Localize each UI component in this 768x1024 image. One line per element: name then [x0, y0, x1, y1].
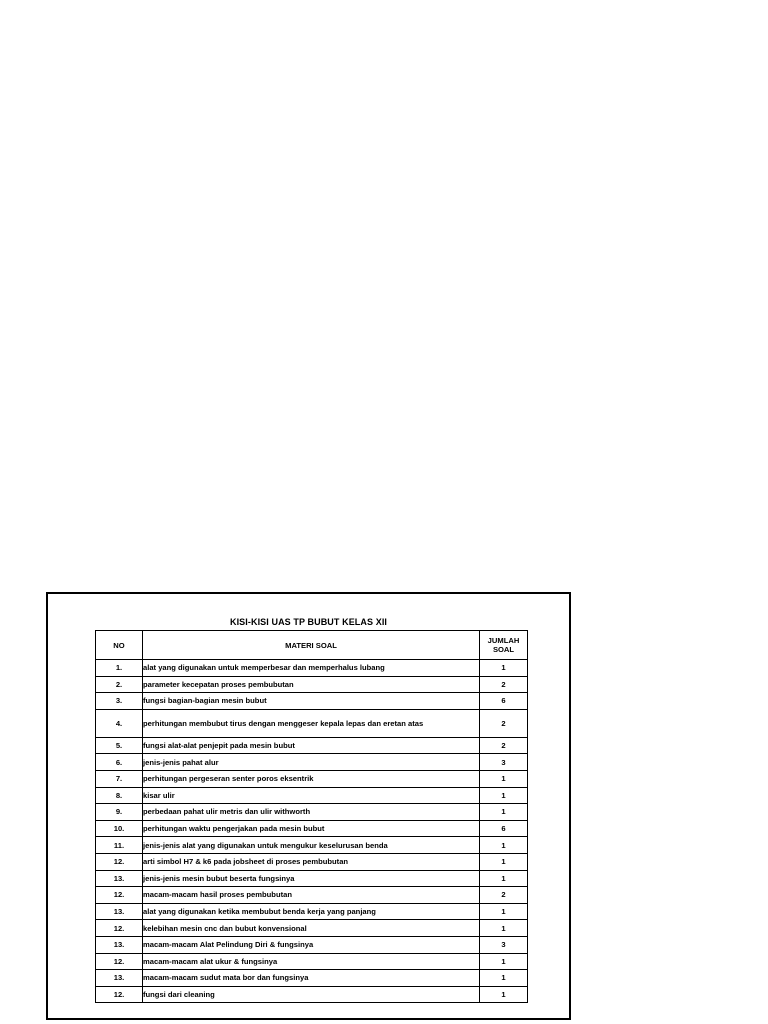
row-materi: macam-macam Alat Pelindung Diri & fungsinya — [143, 936, 480, 953]
row-materi: alat yang digunakan untuk memperbesar dan memperhalus lubang — [143, 660, 480, 677]
row-jumlah: 6 — [480, 693, 528, 710]
row-jumlah: 2 — [480, 737, 528, 754]
row-no: 13. — [96, 903, 143, 920]
table-row — [96, 837, 528, 854]
table-row — [96, 660, 528, 677]
row-jumlah: 1 — [480, 787, 528, 804]
table-row — [96, 737, 528, 754]
row-materi: kisar ulir — [143, 787, 480, 804]
table-row — [96, 853, 528, 870]
row-no: 13. — [96, 936, 143, 953]
row-no: 12. — [96, 853, 143, 870]
row-materi: kelebihan mesin cnc dan bubut konvensional — [143, 920, 480, 937]
row-no: 1. — [96, 660, 143, 677]
row-no: 7. — [96, 770, 143, 787]
table-row — [96, 870, 528, 887]
row-jumlah: 3 — [480, 936, 528, 953]
row-materi: macam-macam alat ukur & fungsinya — [143, 953, 480, 970]
header-no: NO — [96, 631, 143, 660]
row-no: 4. — [96, 709, 143, 737]
table-row — [96, 920, 528, 937]
table-row — [96, 820, 528, 837]
row-jumlah: 1 — [480, 660, 528, 677]
row-no: 12. — [96, 986, 143, 1003]
header-materi-soal: MATERI SOAL — [143, 631, 480, 660]
row-materi: perhitungan waktu pengerjakan pada mesin bubut — [143, 820, 480, 837]
row-no: 10. — [96, 820, 143, 837]
row-jumlah: 1 — [480, 804, 528, 821]
row-jumlah: 1 — [480, 853, 528, 870]
row-materi: alat yang digunakan ketika membubut benda kerja yang panjang — [143, 903, 480, 920]
row-jumlah: 1 — [480, 903, 528, 920]
row-materi: perbedaan pahat ulir metris dan ulir withworth — [143, 804, 480, 821]
table-row — [96, 770, 528, 787]
row-materi: fungsi bagian-bagian mesin bubut — [143, 693, 480, 710]
row-materi: macam-macam sudut mata bor dan fungsinya — [143, 970, 480, 987]
row-no: 8. — [96, 787, 143, 804]
row-no: 13. — [96, 970, 143, 987]
row-jumlah: 1 — [480, 986, 528, 1003]
row-materi: perhitungan membubut tirus dengan menggeser kepala lepas dan eretan atas — [143, 709, 480, 737]
table-row — [96, 754, 528, 771]
document-frame — [46, 592, 571, 1020]
row-no: 9. — [96, 804, 143, 821]
row-materi: fungsi dari cleaning — [143, 986, 480, 1003]
row-materi: parameter kecepatan proses pembubutan — [143, 676, 480, 693]
row-no: 12. — [96, 887, 143, 904]
row-materi: jenis-jenis pahat alur — [143, 754, 480, 771]
kisi-kisi-table — [95, 630, 528, 1003]
table-row — [96, 887, 528, 904]
row-jumlah: 1 — [480, 953, 528, 970]
row-no: 2. — [96, 676, 143, 693]
table-row — [96, 970, 528, 987]
table-header-row — [96, 631, 528, 660]
table-row — [96, 903, 528, 920]
table-row — [96, 693, 528, 710]
table-row — [96, 804, 528, 821]
table-row — [96, 936, 528, 953]
row-jumlah: 2 — [480, 709, 528, 737]
row-jumlah: 3 — [480, 754, 528, 771]
table-row — [96, 787, 528, 804]
row-jumlah: 1 — [480, 920, 528, 937]
row-no: 12. — [96, 953, 143, 970]
header-jumlah-line2: SOAL — [492, 645, 515, 654]
row-materi: macam-macam hasil proses pembubutan — [143, 887, 480, 904]
row-materi: fungsi alat-alat penjepit pada mesin bubut — [143, 737, 480, 754]
document-title: KISI-KISI UAS TP BUBUT KELAS XII — [229, 617, 388, 627]
row-materi: arti simbol H7 & k6 pada jobsheet di proses pembubutan — [143, 853, 480, 870]
row-no: 12. — [96, 920, 143, 937]
table-row — [96, 986, 528, 1003]
row-no: 6. — [96, 754, 143, 771]
row-jumlah: 2 — [480, 887, 528, 904]
row-jumlah: 2 — [480, 676, 528, 693]
table-row — [96, 709, 528, 737]
header-jumlah-line1: JUMLAH — [487, 636, 520, 645]
row-no: 5. — [96, 737, 143, 754]
row-materi: jenis-jenis alat yang digunakan untuk mengukur keselurusan benda — [143, 837, 480, 854]
row-jumlah: 1 — [480, 837, 528, 854]
table-row — [96, 953, 528, 970]
row-jumlah: 1 — [480, 870, 528, 887]
row-no: 11. — [96, 837, 143, 854]
row-jumlah: 1 — [480, 970, 528, 987]
row-materi: jenis-jenis mesin bubut beserta fungsinya — [143, 870, 480, 887]
row-materi: perhitungan pergeseran senter poros eksentrik — [143, 770, 480, 787]
header-jumlah-soal — [480, 631, 528, 660]
row-no: 13. — [96, 870, 143, 887]
table-row — [96, 676, 528, 693]
row-jumlah: 1 — [480, 770, 528, 787]
row-no: 3. — [96, 693, 143, 710]
row-jumlah: 6 — [480, 820, 528, 837]
